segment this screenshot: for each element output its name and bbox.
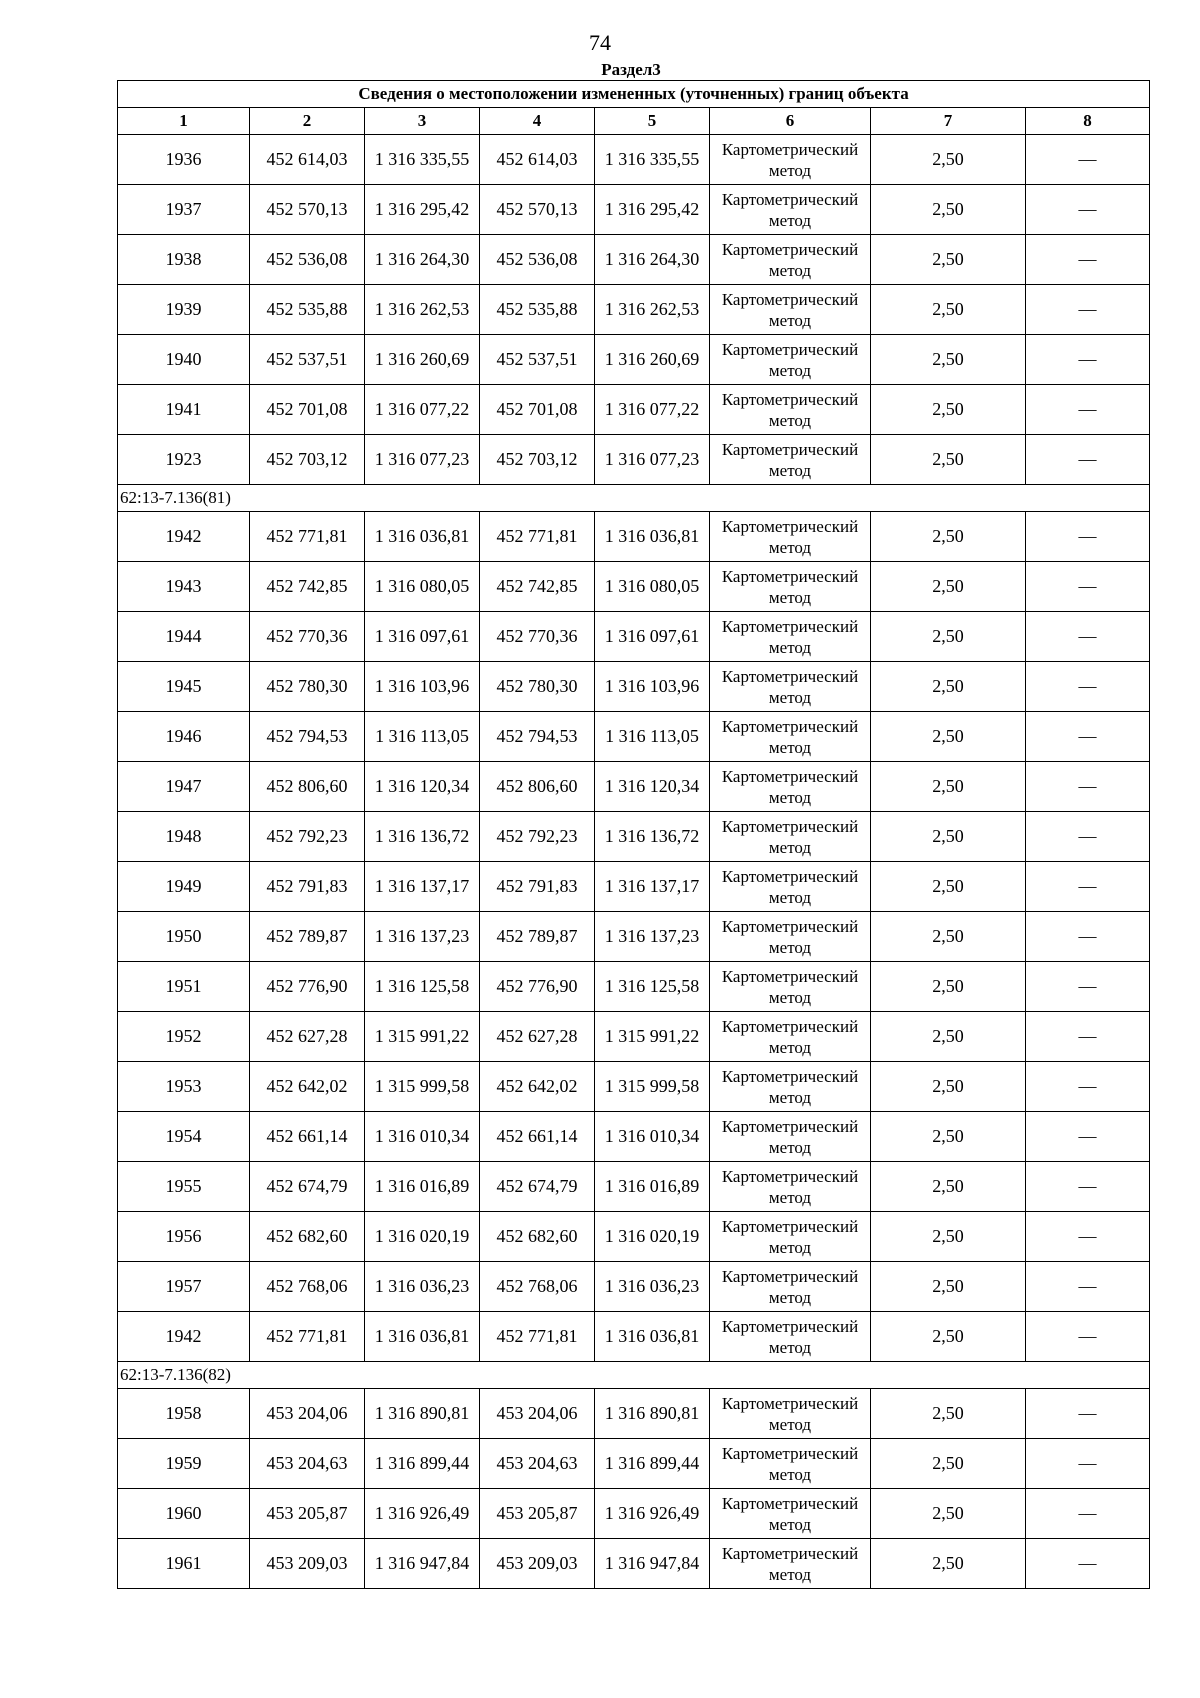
method-cell: Картометрический метод [710,1312,871,1362]
point-number-cell: 1955 [118,1162,250,1212]
point-number-cell: 1937 [118,185,250,235]
table-row [118,862,1150,912]
y-new-cell: 1 316 260,69 [595,335,710,385]
point-number-cell: 1947 [118,762,250,812]
precision-cell: 2,50 [871,762,1026,812]
contour-group-row [118,1362,1150,1389]
y-new-cell: 1 315 991,22 [595,1012,710,1062]
point-number-cell: 1936 [118,135,250,185]
x-new-cell: 452 537,51 [480,335,595,385]
x-new-cell: 452 794,53 [480,712,595,762]
point-number-cell: 1944 [118,612,250,662]
y-old-cell: 1 316 890,81 [365,1389,480,1439]
description-cell: — [1026,562,1150,612]
point-number-cell: 1941 [118,385,250,435]
precision-cell: 2,50 [871,1539,1026,1589]
x-new-cell: 452 776,90 [480,962,595,1012]
point-number-cell: 1940 [118,335,250,385]
y-old-cell: 1 316 264,30 [365,235,480,285]
precision-cell: 2,50 [871,1212,1026,1262]
y-new-cell: 1 316 080,05 [595,562,710,612]
method-cell: Картометрический метод [710,1262,871,1312]
y-old-cell: 1 316 120,34 [365,762,480,812]
method-cell: Картометрический метод [710,962,871,1012]
y-new-cell: 1 316 947,84 [595,1539,710,1589]
y-old-cell: 1 316 036,81 [365,1312,480,1362]
point-number-cell: 1958 [118,1389,250,1439]
y-new-cell: 1 316 010,34 [595,1112,710,1162]
table-row [118,1389,1150,1439]
method-cell: Картометрический метод [710,385,871,435]
method-cell: Картометрический метод [710,1389,871,1439]
method-cell: Картометрический метод [710,662,871,712]
y-new-cell: 1 316 137,17 [595,862,710,912]
y-old-cell: 1 316 097,61 [365,612,480,662]
precision-cell: 2,50 [871,1112,1026,1162]
x-new-cell: 452 771,81 [480,512,595,562]
y-old-cell: 1 315 991,22 [365,1012,480,1062]
description-cell: — [1026,812,1150,862]
description-cell: — [1026,1112,1150,1162]
point-number-cell: 1950 [118,912,250,962]
method-cell: Картометрический метод [710,235,871,285]
y-new-cell: 1 315 999,58 [595,1062,710,1112]
description-cell: — [1026,862,1150,912]
y-new-cell: 1 316 890,81 [595,1389,710,1439]
precision-cell: 2,50 [871,1439,1026,1489]
x-old-cell: 453 205,87 [250,1489,365,1539]
description-cell: — [1026,1312,1150,1362]
table-row [118,285,1150,335]
method-cell: Картометрический метод [710,512,871,562]
x-old-cell: 452 627,28 [250,1012,365,1062]
y-old-cell: 1 316 036,23 [365,1262,480,1312]
method-cell: Картометрический метод [710,862,871,912]
table-row [118,762,1150,812]
description-cell: — [1026,435,1150,485]
y-old-cell: 1 316 077,22 [365,385,480,435]
precision-cell: 2,50 [871,1062,1026,1112]
y-old-cell: 1 316 262,53 [365,285,480,335]
y-new-cell: 1 316 262,53 [595,285,710,335]
x-new-cell: 452 701,08 [480,385,595,435]
method-cell: Картометрический метод [710,562,871,612]
description-cell: — [1026,1389,1150,1439]
precision-cell: 2,50 [871,812,1026,862]
x-old-cell: 452 792,23 [250,812,365,862]
x-old-cell: 452 791,83 [250,862,365,912]
table-row [118,612,1150,662]
method-cell: Картометрический метод [710,812,871,862]
table-row [118,335,1150,385]
method-cell: Картометрический метод [710,912,871,962]
x-old-cell: 452 703,12 [250,435,365,485]
method-cell: Картометрический метод [710,1539,871,1589]
point-number-cell: 1960 [118,1489,250,1539]
precision-cell: 2,50 [871,1262,1026,1312]
y-old-cell: 1 316 136,72 [365,812,480,862]
point-number-cell: 1946 [118,712,250,762]
x-new-cell: 453 209,03 [480,1539,595,1589]
table-row [118,1012,1150,1062]
y-old-cell: 1 316 335,55 [365,135,480,185]
y-old-cell: 1 316 899,44 [365,1439,480,1489]
point-number-cell: 1948 [118,812,250,862]
precision-cell: 2,50 [871,662,1026,712]
y-new-cell: 1 316 077,23 [595,435,710,485]
table-row [118,562,1150,612]
coordinates-table [117,80,1150,1589]
y-new-cell: 1 316 120,34 [595,762,710,812]
y-new-cell: 1 316 295,42 [595,185,710,235]
table-row [118,812,1150,862]
point-number-cell: 1945 [118,662,250,712]
column-header: 2 [250,108,365,135]
x-new-cell: 452 661,14 [480,1112,595,1162]
method-cell: Картометрический метод [710,285,871,335]
table-row [118,1489,1150,1539]
table-row [118,912,1150,962]
table-row [118,385,1150,435]
description-cell: — [1026,712,1150,762]
x-new-cell: 452 791,83 [480,862,595,912]
y-old-cell: 1 316 010,34 [365,1112,480,1162]
point-number-cell: 1952 [118,1012,250,1062]
x-old-cell: 452 682,60 [250,1212,365,1262]
table-row [118,712,1150,762]
y-new-cell: 1 316 036,81 [595,1312,710,1362]
x-new-cell: 452 771,81 [480,1312,595,1362]
x-new-cell: 452 614,03 [480,135,595,185]
precision-cell: 2,50 [871,435,1026,485]
x-old-cell: 452 537,51 [250,335,365,385]
x-old-cell: 452 742,85 [250,562,365,612]
point-number-cell: 1961 [118,1539,250,1589]
column-header: 8 [1026,108,1150,135]
point-number-cell: 1923 [118,435,250,485]
contour-label: 62:13-7.136(82) [118,1362,1150,1389]
x-new-cell: 452 789,87 [480,912,595,962]
x-old-cell: 452 776,90 [250,962,365,1012]
method-cell: Картометрический метод [710,1162,871,1212]
x-old-cell: 452 780,30 [250,662,365,712]
section-title: Раздел3 [601,60,661,79]
x-new-cell: 452 682,60 [480,1212,595,1262]
x-old-cell: 452 535,88 [250,285,365,335]
point-number-cell: 1943 [118,562,250,612]
y-new-cell: 1 316 113,05 [595,712,710,762]
description-cell: — [1026,385,1150,435]
method-cell: Картометрический метод [710,612,871,662]
x-old-cell: 452 642,02 [250,1062,365,1112]
method-cell: Картометрический метод [710,185,871,235]
y-old-cell: 1 316 103,96 [365,662,480,712]
precision-cell: 2,50 [871,612,1026,662]
method-cell: Картометрический метод [710,762,871,812]
y-new-cell: 1 316 264,30 [595,235,710,285]
description-cell: — [1026,135,1150,185]
point-number-cell: 1954 [118,1112,250,1162]
y-old-cell: 1 316 016,89 [365,1162,480,1212]
y-old-cell: 1 316 260,69 [365,335,480,385]
precision-cell: 2,50 [871,1489,1026,1539]
precision-cell: 2,50 [871,712,1026,762]
description-cell: — [1026,1262,1150,1312]
y-new-cell: 1 316 016,89 [595,1162,710,1212]
method-cell: Картометрический метод [710,135,871,185]
method-cell: Картометрический метод [710,1012,871,1062]
point-number-cell: 1939 [118,285,250,335]
precision-cell: 2,50 [871,1389,1026,1439]
x-new-cell: 452 674,79 [480,1162,595,1212]
x-new-cell: 452 642,02 [480,1062,595,1112]
column-header: 6 [710,108,871,135]
column-header: 7 [871,108,1026,135]
table-row [118,235,1150,285]
x-new-cell: 452 792,23 [480,812,595,862]
method-cell: Картометрический метод [710,1489,871,1539]
x-old-cell: 453 204,63 [250,1439,365,1489]
point-number-cell: 1956 [118,1212,250,1262]
point-number-cell: 1938 [118,235,250,285]
column-header: 5 [595,108,710,135]
method-cell: Картометрический метод [710,1212,871,1262]
y-old-cell: 1 316 947,84 [365,1539,480,1589]
precision-cell: 2,50 [871,562,1026,612]
description-cell: — [1026,1012,1150,1062]
y-new-cell: 1 316 097,61 [595,612,710,662]
table-row [118,185,1150,235]
precision-cell: 2,50 [871,335,1026,385]
y-old-cell: 1 315 999,58 [365,1062,480,1112]
y-new-cell: 1 316 077,22 [595,385,710,435]
x-old-cell: 452 768,06 [250,1262,365,1312]
point-number-cell: 1951 [118,962,250,1012]
y-old-cell: 1 316 295,42 [365,185,480,235]
table-row [118,1439,1150,1489]
x-new-cell: 452 703,12 [480,435,595,485]
x-new-cell: 452 535,88 [480,285,595,335]
table-body [118,135,1150,1589]
x-new-cell: 452 536,08 [480,235,595,285]
x-old-cell: 452 674,79 [250,1162,365,1212]
x-old-cell: 452 771,81 [250,1312,365,1362]
precision-cell: 2,50 [871,862,1026,912]
y-new-cell: 1 316 926,49 [595,1489,710,1539]
precision-cell: 2,50 [871,185,1026,235]
y-new-cell: 1 316 103,96 [595,662,710,712]
page-number: 74 [589,30,611,55]
table-row [118,1312,1150,1362]
y-new-cell: 1 316 137,23 [595,912,710,962]
x-old-cell: 452 770,36 [250,612,365,662]
description-cell: — [1026,335,1150,385]
precision-cell: 2,50 [871,912,1026,962]
x-new-cell: 452 768,06 [480,1262,595,1312]
x-new-cell: 452 780,30 [480,662,595,712]
table-row [118,1539,1150,1589]
description-cell: — [1026,662,1150,712]
x-new-cell: 452 742,85 [480,562,595,612]
y-old-cell: 1 316 077,23 [365,435,480,485]
y-new-cell: 1 316 036,23 [595,1262,710,1312]
x-old-cell: 452 701,08 [250,385,365,435]
x-new-cell: 452 627,28 [480,1012,595,1062]
x-old-cell: 452 789,87 [250,912,365,962]
table-row [118,435,1150,485]
x-old-cell: 452 614,03 [250,135,365,185]
point-number-cell: 1959 [118,1439,250,1489]
point-number-cell: 1957 [118,1262,250,1312]
x-old-cell: 452 771,81 [250,512,365,562]
y-old-cell: 1 316 113,05 [365,712,480,762]
description-cell: — [1026,1212,1150,1262]
method-cell: Картометрический метод [710,712,871,762]
y-new-cell: 1 316 335,55 [595,135,710,185]
method-cell: Картометрический метод [710,335,871,385]
description-cell: — [1026,512,1150,562]
point-number-cell: 1949 [118,862,250,912]
description-cell: — [1026,762,1150,812]
table-row [118,1162,1150,1212]
description-cell: — [1026,1539,1150,1589]
precision-cell: 2,50 [871,285,1026,335]
table-row [118,1062,1150,1112]
x-new-cell: 453 205,87 [480,1489,595,1539]
table-row [118,1112,1150,1162]
description-cell: — [1026,1162,1150,1212]
x-old-cell: 452 570,13 [250,185,365,235]
contour-group-row [118,485,1150,512]
table-row [118,962,1150,1012]
x-new-cell: 452 570,13 [480,185,595,235]
y-old-cell: 1 316 020,19 [365,1212,480,1262]
table-row [118,512,1150,562]
y-new-cell: 1 316 899,44 [595,1439,710,1489]
table-row [118,135,1150,185]
x-new-cell: 453 204,63 [480,1439,595,1489]
x-new-cell: 452 806,60 [480,762,595,812]
description-cell: — [1026,1062,1150,1112]
column-header: 1 [118,108,250,135]
description-cell: — [1026,1439,1150,1489]
precision-cell: 2,50 [871,512,1026,562]
x-new-cell: 453 204,06 [480,1389,595,1439]
table-row [118,1212,1150,1262]
method-cell: Картометрический метод [710,435,871,485]
precision-cell: 2,50 [871,962,1026,1012]
x-old-cell: 452 794,53 [250,712,365,762]
y-old-cell: 1 316 137,23 [365,912,480,962]
x-old-cell: 453 209,03 [250,1539,365,1589]
x-old-cell: 452 661,14 [250,1112,365,1162]
precision-cell: 2,50 [871,235,1026,285]
precision-cell: 2,50 [871,385,1026,435]
x-old-cell: 453 204,06 [250,1389,365,1439]
x-new-cell: 452 770,36 [480,612,595,662]
method-cell: Картометрический метод [710,1112,871,1162]
y-old-cell: 1 316 137,17 [365,862,480,912]
description-cell: — [1026,185,1150,235]
y-old-cell: 1 316 926,49 [365,1489,480,1539]
y-new-cell: 1 316 136,72 [595,812,710,862]
table-header-row [118,108,1150,135]
table-row [118,1262,1150,1312]
point-number-cell: 1942 [118,512,250,562]
y-old-cell: 1 316 036,81 [365,512,480,562]
column-header: 4 [480,108,595,135]
table-caption: Сведения о местоположении измененных (уточненных) границ объекта [118,81,1150,108]
table-row [118,662,1150,712]
method-cell: Картометрический метод [710,1062,871,1112]
point-number-cell: 1942 [118,1312,250,1362]
column-header: 3 [365,108,480,135]
description-cell: — [1026,912,1150,962]
y-old-cell: 1 316 125,58 [365,962,480,1012]
y-new-cell: 1 316 020,19 [595,1212,710,1262]
y-old-cell: 1 316 080,05 [365,562,480,612]
precision-cell: 2,50 [871,1162,1026,1212]
description-cell: — [1026,962,1150,1012]
description-cell: — [1026,285,1150,335]
precision-cell: 2,50 [871,1012,1026,1062]
description-cell: — [1026,612,1150,662]
method-cell: Картометрический метод [710,1439,871,1489]
x-old-cell: 452 806,60 [250,762,365,812]
description-cell: — [1026,1489,1150,1539]
y-new-cell: 1 316 036,81 [595,512,710,562]
contour-label: 62:13-7.136(81) [118,485,1150,512]
y-new-cell: 1 316 125,58 [595,962,710,1012]
precision-cell: 2,50 [871,1312,1026,1362]
precision-cell: 2,50 [871,135,1026,185]
x-old-cell: 452 536,08 [250,235,365,285]
description-cell: — [1026,235,1150,285]
point-number-cell: 1953 [118,1062,250,1112]
